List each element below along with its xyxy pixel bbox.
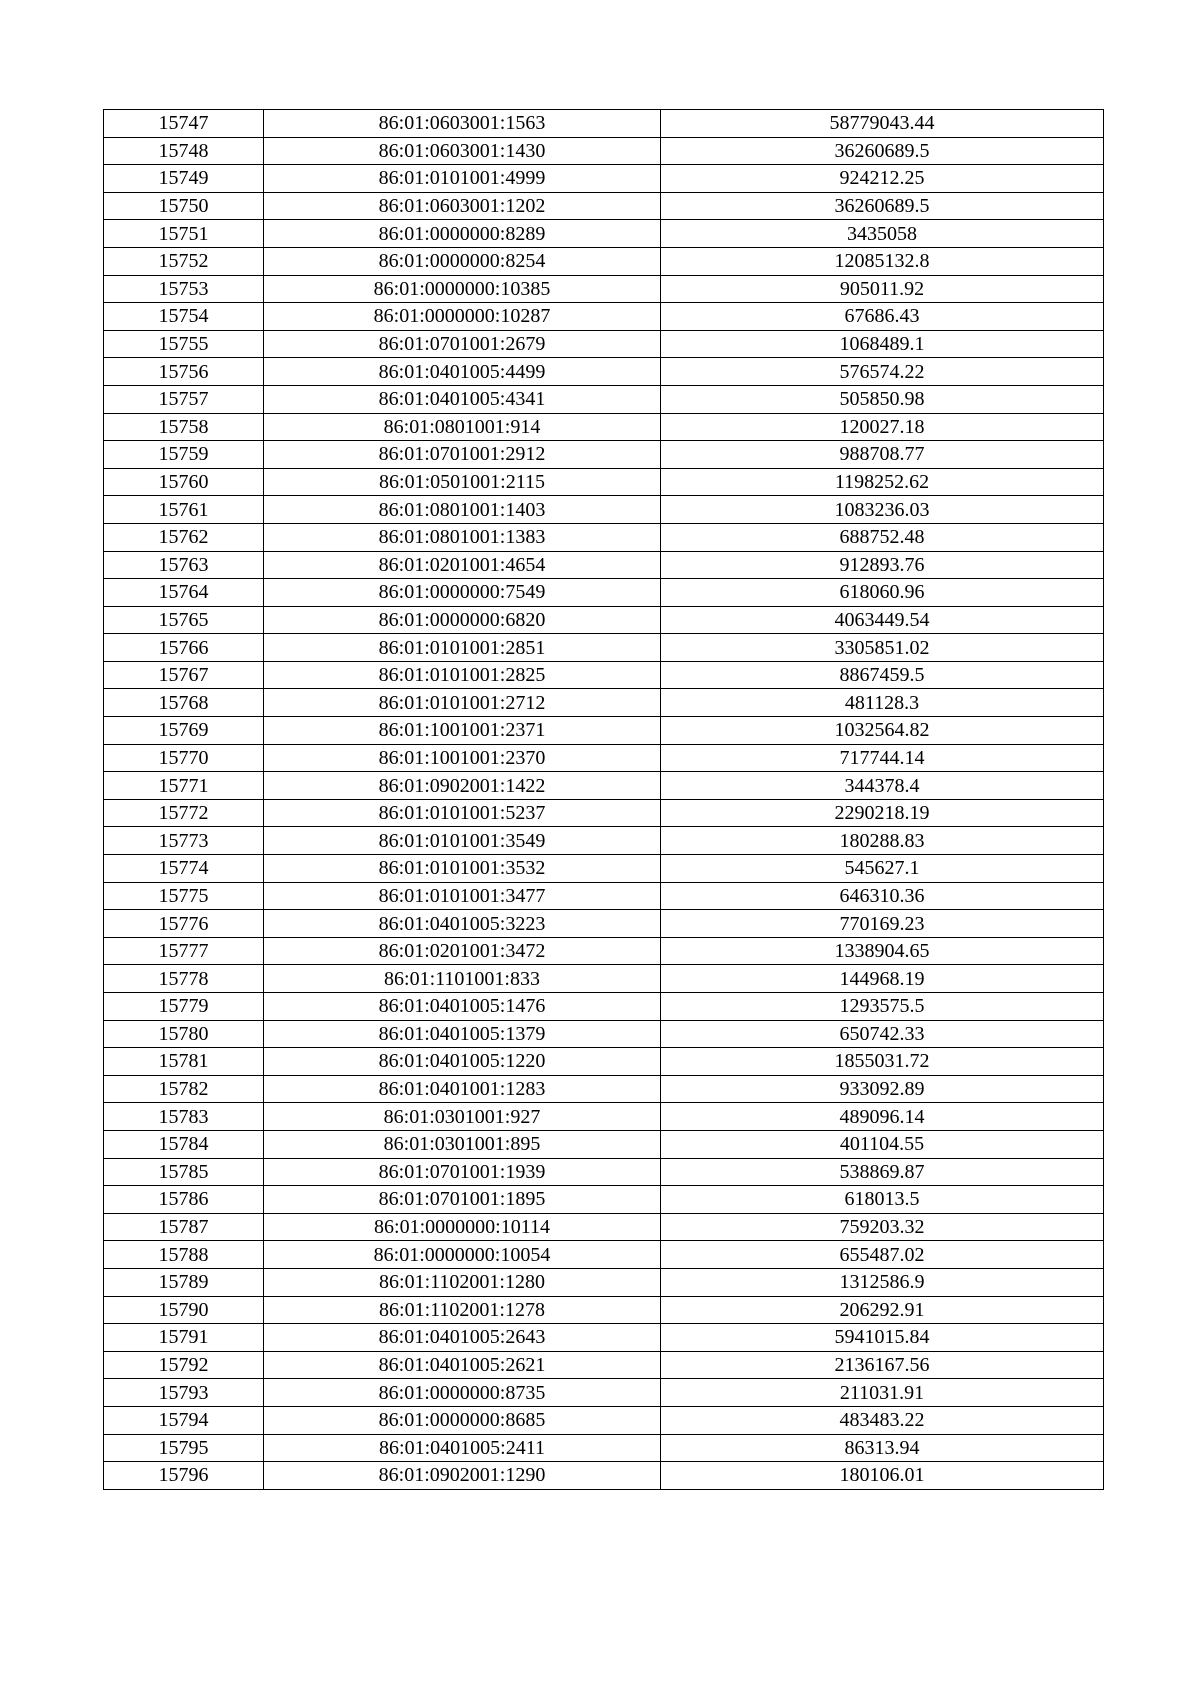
table-row: [104, 1213, 1104, 1241]
cadastral-number-cell: 86:01:0000000:10385: [264, 275, 661, 303]
table-body: [104, 110, 1104, 1490]
cadastral-number-cell: 86:01:0101001:3549: [264, 827, 661, 855]
value-cell: 655487.02: [661, 1241, 1104, 1269]
value-cell: 1855031.72: [661, 1048, 1104, 1076]
row-number-cell: 15780: [104, 1020, 264, 1048]
row-number-cell: 15782: [104, 1075, 264, 1103]
table-row: [104, 220, 1104, 248]
table-row: [104, 1020, 1104, 1048]
row-number-cell: 15771: [104, 772, 264, 800]
cadastral-number-cell: 86:01:0101001:3532: [264, 855, 661, 883]
cadastral-number-cell: 86:01:0603001:1202: [264, 192, 661, 220]
table-row: [104, 523, 1104, 551]
value-cell: 58779043.44: [661, 110, 1104, 138]
cadastral-number-cell: 86:01:0101001:5237: [264, 799, 661, 827]
table-row: [104, 717, 1104, 745]
cadastral-number-cell: 86:01:0101001:2851: [264, 634, 661, 662]
row-number-cell: 15768: [104, 689, 264, 717]
table-row: [104, 1351, 1104, 1379]
value-cell: 36260689.5: [661, 137, 1104, 165]
table-row: [104, 634, 1104, 662]
table-row: [104, 1296, 1104, 1324]
cadastral-number-cell: 86:01:0701001:1939: [264, 1158, 661, 1186]
table-row: [104, 661, 1104, 689]
value-cell: 770169.23: [661, 910, 1104, 938]
value-cell: 646310.36: [661, 882, 1104, 910]
row-number-cell: 15765: [104, 606, 264, 634]
cadastral-number-cell: 86:01:1001001:2371: [264, 717, 661, 745]
value-cell: 180106.01: [661, 1462, 1104, 1490]
value-cell: 5941015.84: [661, 1324, 1104, 1352]
table-row: [104, 965, 1104, 993]
row-number-cell: 15753: [104, 275, 264, 303]
table-row: [104, 247, 1104, 275]
table-row: [104, 496, 1104, 524]
cadastral-number-cell: 86:01:0401005:3223: [264, 910, 661, 938]
table-row: [104, 1324, 1104, 1352]
cadastral-number-cell: 86:01:0101001:3477: [264, 882, 661, 910]
row-number-cell: 15791: [104, 1324, 264, 1352]
row-number-cell: 15772: [104, 799, 264, 827]
value-cell: 538869.87: [661, 1158, 1104, 1186]
table-row: [104, 1434, 1104, 1462]
row-number-cell: 15766: [104, 634, 264, 662]
cadastral-number-cell: 86:01:0902001:1422: [264, 772, 661, 800]
cadastral-number-cell: 86:01:0000000:8289: [264, 220, 661, 248]
table-row: [104, 1268, 1104, 1296]
table-row: [104, 937, 1104, 965]
value-cell: 344378.4: [661, 772, 1104, 800]
value-cell: 1312586.9: [661, 1268, 1104, 1296]
table-row: [104, 1075, 1104, 1103]
row-number-cell: 15794: [104, 1406, 264, 1434]
cadastral-number-cell: 86:01:0101001:2712: [264, 689, 661, 717]
row-number-cell: 15781: [104, 1048, 264, 1076]
row-number-cell: 15783: [104, 1103, 264, 1131]
data-table: [103, 109, 1104, 1490]
table-row: [104, 303, 1104, 331]
cadastral-number-cell: 86:01:0000000:10287: [264, 303, 661, 331]
cadastral-number-cell: 86:01:0000000:6820: [264, 606, 661, 634]
value-cell: 618013.5: [661, 1186, 1104, 1214]
row-number-cell: 15786: [104, 1186, 264, 1214]
table-row: [104, 1048, 1104, 1076]
cadastral-number-cell: 86:01:0301001:927: [264, 1103, 661, 1131]
cadastral-number-cell: 86:01:1001001:2370: [264, 744, 661, 772]
table-row: [104, 1186, 1104, 1214]
table-row: [104, 689, 1104, 717]
row-number-cell: 15751: [104, 220, 264, 248]
value-cell: 717744.14: [661, 744, 1104, 772]
value-cell: 1068489.1: [661, 330, 1104, 358]
table-row: [104, 165, 1104, 193]
cadastral-number-cell: 86:01:0401001:1283: [264, 1075, 661, 1103]
cadastral-number-cell: 86:01:0801001:914: [264, 413, 661, 441]
table-row: [104, 385, 1104, 413]
value-cell: 483483.22: [661, 1406, 1104, 1434]
value-cell: 576574.22: [661, 358, 1104, 386]
table-row: [104, 468, 1104, 496]
value-cell: 481128.3: [661, 689, 1104, 717]
row-number-cell: 15760: [104, 468, 264, 496]
table-row: [104, 441, 1104, 469]
row-number-cell: 15752: [104, 247, 264, 275]
cadastral-number-cell: 86:01:0201001:4654: [264, 551, 661, 579]
row-number-cell: 15761: [104, 496, 264, 524]
row-number-cell: 15793: [104, 1379, 264, 1407]
cadastral-number-cell: 86:01:0401005:2643: [264, 1324, 661, 1352]
table-row: [104, 855, 1104, 883]
row-number-cell: 15777: [104, 937, 264, 965]
cadastral-number-cell: 86:01:0401005:1379: [264, 1020, 661, 1048]
value-cell: 3435058: [661, 220, 1104, 248]
row-number-cell: 15774: [104, 855, 264, 883]
value-cell: 67686.43: [661, 303, 1104, 331]
value-cell: 144968.19: [661, 965, 1104, 993]
cadastral-number-cell: 86:01:1101001:833: [264, 965, 661, 993]
value-cell: 4063449.54: [661, 606, 1104, 634]
row-number-cell: 15773: [104, 827, 264, 855]
row-number-cell: 15776: [104, 910, 264, 938]
value-cell: 912893.76: [661, 551, 1104, 579]
row-number-cell: 15770: [104, 744, 264, 772]
value-cell: 545627.1: [661, 855, 1104, 883]
cadastral-number-cell: 86:01:0401005:1476: [264, 993, 661, 1021]
value-cell: 12085132.8: [661, 247, 1104, 275]
table-row: [104, 827, 1104, 855]
cadastral-number-cell: 86:01:0603001:1563: [264, 110, 661, 138]
cadastral-number-cell: 86:01:0000000:8735: [264, 1379, 661, 1407]
row-number-cell: 15790: [104, 1296, 264, 1324]
value-cell: 36260689.5: [661, 192, 1104, 220]
value-cell: 3305851.02: [661, 634, 1104, 662]
cadastral-number-cell: 86:01:0401005:2411: [264, 1434, 661, 1462]
row-number-cell: 15778: [104, 965, 264, 993]
value-cell: 211031.91: [661, 1379, 1104, 1407]
row-number-cell: 15796: [104, 1462, 264, 1490]
cadastral-number-cell: 86:01:0101001:4999: [264, 165, 661, 193]
table-row: [104, 358, 1104, 386]
cadastral-number-cell: 86:01:1102001:1278: [264, 1296, 661, 1324]
value-cell: 8867459.5: [661, 661, 1104, 689]
table-row: [104, 772, 1104, 800]
table-row: [104, 1462, 1104, 1490]
value-cell: 618060.96: [661, 579, 1104, 607]
cadastral-number-cell: 86:01:0101001:2825: [264, 661, 661, 689]
value-cell: 206292.91: [661, 1296, 1104, 1324]
cadastral-number-cell: 86:01:0000000:10054: [264, 1241, 661, 1269]
value-cell: 120027.18: [661, 413, 1104, 441]
table-row: [104, 413, 1104, 441]
value-cell: 688752.48: [661, 523, 1104, 551]
table-row: [104, 110, 1104, 138]
row-number-cell: 15748: [104, 137, 264, 165]
value-cell: 180288.83: [661, 827, 1104, 855]
value-cell: 905011.92: [661, 275, 1104, 303]
cadastral-number-cell: 86:01:0401005:4341: [264, 385, 661, 413]
value-cell: 2136167.56: [661, 1351, 1104, 1379]
cadastral-number-cell: 86:01:0301001:895: [264, 1130, 661, 1158]
table-row: [104, 993, 1104, 1021]
cadastral-number-cell: 86:01:0801001:1383: [264, 523, 661, 551]
row-number-cell: 15759: [104, 441, 264, 469]
cadastral-number-cell: 86:01:0201001:3472: [264, 937, 661, 965]
row-number-cell: 15749: [104, 165, 264, 193]
row-number-cell: 15779: [104, 993, 264, 1021]
value-cell: 86313.94: [661, 1434, 1104, 1462]
table-row: [104, 1379, 1104, 1407]
table-row: [104, 330, 1104, 358]
table-row: [104, 137, 1104, 165]
value-cell: 1032564.82: [661, 717, 1104, 745]
cadastral-number-cell: 86:01:0000000:10114: [264, 1213, 661, 1241]
value-cell: 1293575.5: [661, 993, 1104, 1021]
cadastral-number-cell: 86:01:0501001:2115: [264, 468, 661, 496]
table-row: [104, 799, 1104, 827]
row-number-cell: 15758: [104, 413, 264, 441]
value-cell: 1198252.62: [661, 468, 1104, 496]
table-row: [104, 192, 1104, 220]
cadastral-number-cell: 86:01:0401005:2621: [264, 1351, 661, 1379]
cadastral-number-cell: 86:01:0701001:1895: [264, 1186, 661, 1214]
value-cell: 650742.33: [661, 1020, 1104, 1048]
table-row: [104, 744, 1104, 772]
row-number-cell: 15757: [104, 385, 264, 413]
table-row: [104, 1406, 1104, 1434]
table-row: [104, 1241, 1104, 1269]
value-cell: 489096.14: [661, 1103, 1104, 1131]
value-cell: 1083236.03: [661, 496, 1104, 524]
table-row: [104, 579, 1104, 607]
row-number-cell: 15795: [104, 1434, 264, 1462]
cadastral-number-cell: 86:01:0000000:8254: [264, 247, 661, 275]
row-number-cell: 15755: [104, 330, 264, 358]
row-number-cell: 15785: [104, 1158, 264, 1186]
table-row: [104, 606, 1104, 634]
cadastral-number-cell: 86:01:0902001:1290: [264, 1462, 661, 1490]
cadastral-number-cell: 86:01:0000000:8685: [264, 1406, 661, 1434]
table-row: [104, 275, 1104, 303]
row-number-cell: 15764: [104, 579, 264, 607]
row-number-cell: 15784: [104, 1130, 264, 1158]
row-number-cell: 15789: [104, 1268, 264, 1296]
row-number-cell: 15767: [104, 661, 264, 689]
cadastral-number-cell: 86:01:0701001:2912: [264, 441, 661, 469]
value-cell: 988708.77: [661, 441, 1104, 469]
row-number-cell: 15788: [104, 1241, 264, 1269]
table-row: [104, 551, 1104, 579]
cadastral-number-cell: 86:01:0603001:1430: [264, 137, 661, 165]
row-number-cell: 15769: [104, 717, 264, 745]
row-number-cell: 15747: [104, 110, 264, 138]
cadastral-number-cell: 86:01:0701001:2679: [264, 330, 661, 358]
value-cell: 2290218.19: [661, 799, 1104, 827]
row-number-cell: 15763: [104, 551, 264, 579]
table-row: [104, 1158, 1104, 1186]
table-row: [104, 910, 1104, 938]
table-row: [104, 1130, 1104, 1158]
cadastral-number-cell: 86:01:1102001:1280: [264, 1268, 661, 1296]
row-number-cell: 15762: [104, 523, 264, 551]
cadastral-number-cell: 86:01:0000000:7549: [264, 579, 661, 607]
value-cell: 933092.89: [661, 1075, 1104, 1103]
value-cell: 924212.25: [661, 165, 1104, 193]
row-number-cell: 15792: [104, 1351, 264, 1379]
value-cell: 759203.32: [661, 1213, 1104, 1241]
cadastral-number-cell: 86:01:0401005:4499: [264, 358, 661, 386]
value-cell: 505850.98: [661, 385, 1104, 413]
cadastral-number-cell: 86:01:0401005:1220: [264, 1048, 661, 1076]
value-cell: 401104.55: [661, 1130, 1104, 1158]
row-number-cell: 15775: [104, 882, 264, 910]
cadastral-number-cell: 86:01:0801001:1403: [264, 496, 661, 524]
row-number-cell: 15787: [104, 1213, 264, 1241]
value-cell: 1338904.65: [661, 937, 1104, 965]
row-number-cell: 15754: [104, 303, 264, 331]
table-row: [104, 882, 1104, 910]
row-number-cell: 15750: [104, 192, 264, 220]
table-row: [104, 1103, 1104, 1131]
row-number-cell: 15756: [104, 358, 264, 386]
